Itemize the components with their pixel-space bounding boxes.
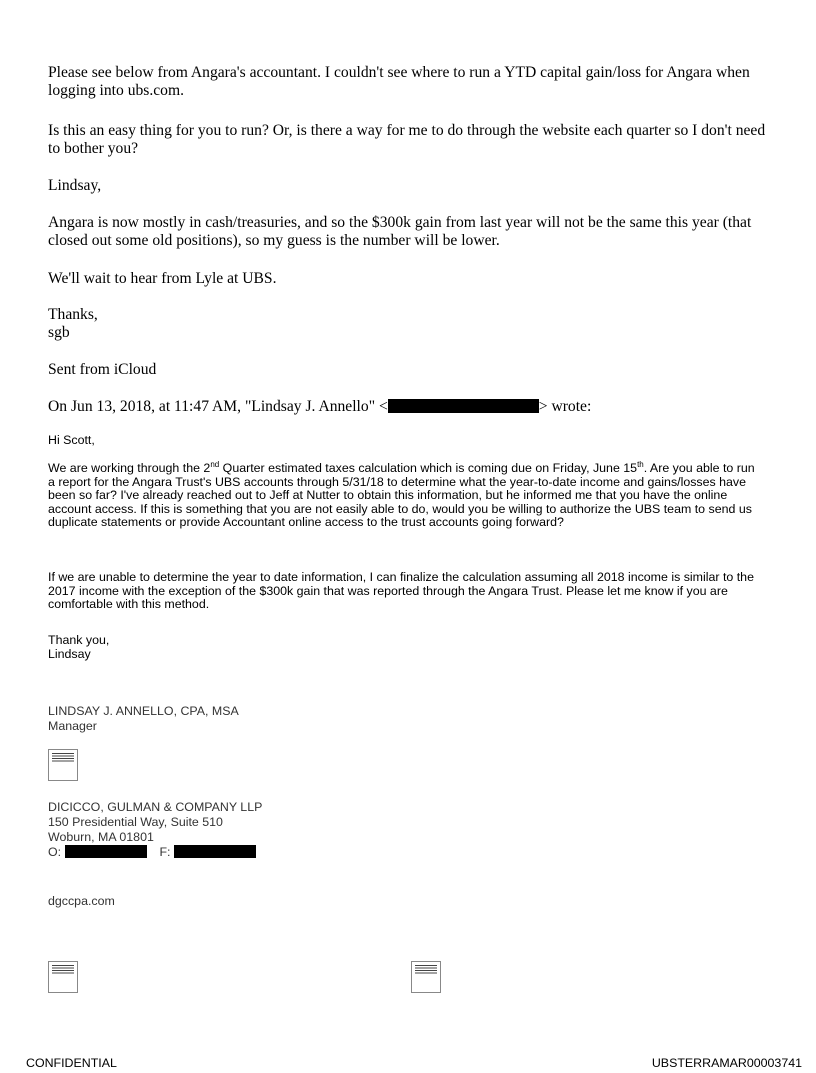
greeting: Lindsay,	[48, 177, 102, 194]
quoted-thanks: Thank you,	[48, 633, 110, 647]
signature-address-2: Woburn, MA 01801	[48, 830, 154, 844]
redacted-phone	[65, 845, 147, 858]
sender-initials: sgb	[48, 324, 70, 341]
fax-label: F:	[159, 845, 171, 859]
closing: Thanks,	[48, 306, 98, 323]
quote-header-pre: On Jun 13, 2018, at 11:47 AM, "Lindsay J. Annello" <	[48, 398, 388, 415]
signature-contact	[48, 845, 768, 859]
paragraph-4: We'll wait to hear from Lyle at UBS.	[48, 270, 277, 287]
paragraph-3: Angara is now mostly in cash/treasuries, and so the $300k gain from last year will not be the same this year (that closed out some old positions), so my guess is the number will be lower.	[48, 214, 752, 249]
signature-logo-icon-left	[48, 961, 78, 993]
signature-website: dgccpa.com	[48, 894, 115, 908]
quote-header	[48, 398, 768, 416]
quoted-paragraph-1: We are working through the 2nd Quarter estimated taxes calculation which is coming due on Friday, June 15th. Are you able to run a report for the Angara Trust's UBS accounts through 5/31/18 to determine what the year-to-date income and gains/losses have been so far? I've already reached out to Jeff at Nutter to obtain this information, but he informed me that you have the online account access. If this is something that you are not easily able to do, would you be willing to authorize the UBS team to send us duplicate statements or provide Accountant online access to the trust accounts going forward?	[48, 460, 755, 530]
redacted-fax	[174, 845, 256, 858]
signature-image-icon	[48, 749, 78, 781]
quoted-greeting: Hi Scott,	[48, 433, 95, 447]
signature-address-1: 150 Presidential Way, Suite 510	[48, 815, 223, 829]
sent-from: Sent from iCloud	[48, 361, 157, 378]
quoted-paragraph-2: If we are unable to determine the year to date information, I can finalize the calculation assuming all 2018 income is similar to the 2017 income with the exception of the $300k gain that was reported through the Angara Trust. Please let me know if you are comfortable with this method.	[48, 570, 754, 612]
footer-bates-number: UBSTERRAMAR00003741	[651, 1056, 802, 1070]
phone-label: O:	[48, 845, 62, 859]
signature-role: Manager	[48, 719, 97, 733]
paragraph-2: Is this an easy thing for you to run? Or, is there a way for me to do through the website each quarter so I don't need to bother you?	[48, 122, 766, 157]
footer-confidential: CONFIDENTIAL	[26, 1056, 117, 1070]
paragraph-1: Please see below from Angara's accountant. I couldn't see where to run a YTD capital gain/loss for Angara when logging into ubs.com.	[48, 64, 750, 99]
quoted-name: Lindsay	[48, 647, 91, 661]
signature-company: DICICCO, GULMAN & COMPANY LLP	[48, 800, 263, 814]
quote-header-post: > wrote:	[538, 398, 592, 415]
signature-logo-icon-right	[411, 961, 441, 993]
redacted-email	[388, 399, 539, 413]
signature-name: LINDSAY J. ANNELLO, CPA, MSA	[48, 704, 239, 718]
